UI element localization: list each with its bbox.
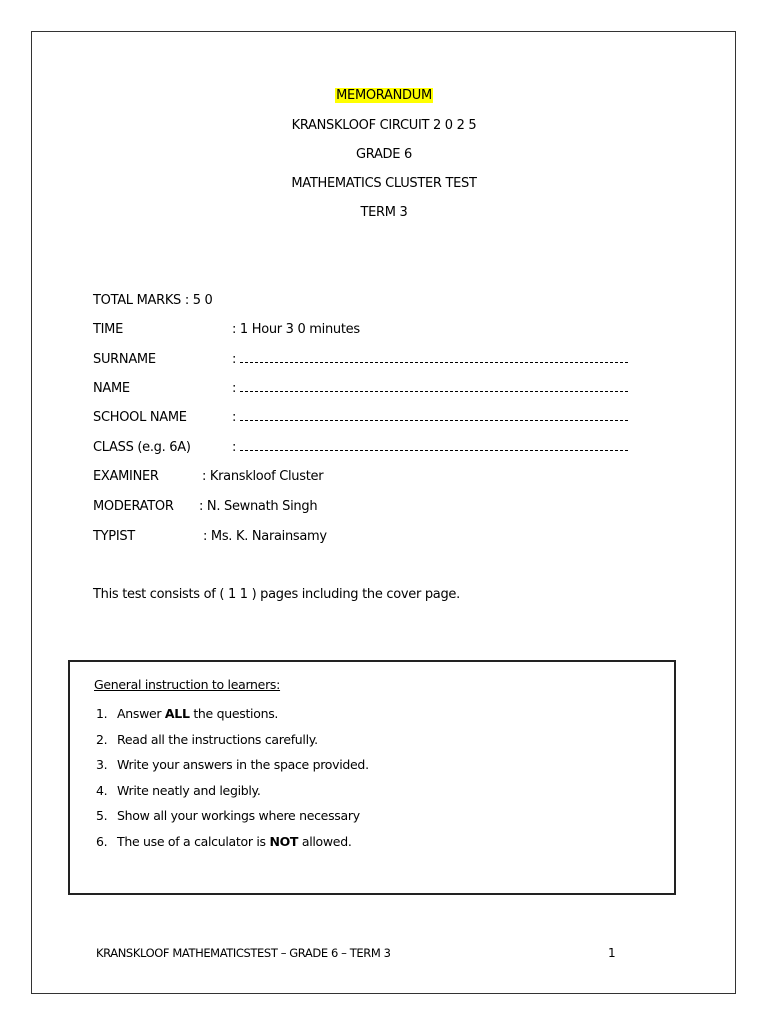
circuit-heading: KRANSKLOOF CIRCUIT 2 0 2 5 xyxy=(291,118,477,133)
memorandum-highlight: MEMORANDUM xyxy=(336,88,432,103)
page-count-note: This test consists of ( 1 1 ) pages including the cover page. xyxy=(93,587,460,602)
instruction-text: Answer xyxy=(117,706,165,721)
instruction-number: 3. xyxy=(96,757,108,772)
instructions-title: General instruction to learners: xyxy=(94,677,281,692)
school-underline xyxy=(240,411,628,421)
instruction-text: Write neatly and legibly. xyxy=(117,783,261,798)
examiner-value: : Kranskloof Cluster xyxy=(202,469,324,484)
instruction-text: The use of a calculator is xyxy=(117,834,270,849)
surname-label: SURNAME xyxy=(93,352,156,367)
time-label: TIME xyxy=(93,322,124,337)
instructions-box xyxy=(68,660,676,895)
total-marks: TOTAL MARKS : 5 0 xyxy=(93,293,213,308)
page-number: 1 xyxy=(608,946,616,960)
instruction-item xyxy=(96,783,261,798)
instruction-text-end: allowed. xyxy=(298,834,352,849)
typist-value: : Ms. K. Narainsamy xyxy=(203,529,327,544)
name-field[interactable] xyxy=(232,381,628,396)
surname-colon: : xyxy=(232,352,237,367)
name-underline xyxy=(240,382,628,392)
instruction-text-end: the questions. xyxy=(189,706,279,721)
class-field[interactable] xyxy=(232,440,628,455)
instruction-number: 4. xyxy=(96,783,108,798)
name-label: NAME xyxy=(93,381,130,396)
class-colon: : xyxy=(232,440,237,455)
memorandum-heading xyxy=(0,88,768,103)
surname-field[interactable] xyxy=(232,352,628,367)
subject-heading: MATHEMATICS CLUSTER TEST xyxy=(291,176,477,191)
instruction-number: 1. xyxy=(96,706,108,721)
instruction-item xyxy=(96,757,369,772)
typist-label: TYPIST xyxy=(93,529,135,544)
instruction-item xyxy=(96,834,352,849)
instruction-emphasis: NOT xyxy=(269,834,299,849)
instruction-text: Write your answers in the space provided. xyxy=(117,757,369,772)
moderator-label: MODERATOR xyxy=(93,499,174,514)
grade-heading: GRADE 6 xyxy=(355,147,412,162)
instruction-emphasis: ALL xyxy=(164,706,190,721)
instruction-number: 5. xyxy=(96,808,108,823)
instruction-number: 2. xyxy=(96,732,108,747)
class-underline xyxy=(240,441,628,451)
instruction-item xyxy=(96,732,318,747)
instruction-text: Read all the instructions carefully. xyxy=(117,732,318,747)
school-name-label: SCHOOL NAME xyxy=(93,410,187,425)
instruction-item xyxy=(96,706,278,721)
name-colon: : xyxy=(232,381,237,396)
examiner-label: EXAMINER xyxy=(93,469,159,484)
surname-underline xyxy=(240,353,628,363)
instruction-item xyxy=(96,808,360,823)
footer-text: KRANSKLOOF MATHEMATICSTEST – GRADE 6 – TERM 3 xyxy=(96,946,391,960)
time-value: : 1 Hour 3 0 minutes xyxy=(232,322,360,337)
school-name-field[interactable] xyxy=(232,410,628,425)
instruction-text: Show all your workings where necessary xyxy=(117,808,360,823)
term-heading: TERM 3 xyxy=(360,205,408,220)
moderator-value: : N. Sewnath Singh xyxy=(199,499,318,514)
class-label: CLASS (e.g. 6A) xyxy=(93,440,191,455)
instruction-number: 6. xyxy=(96,834,108,849)
school-colon: : xyxy=(232,410,237,425)
